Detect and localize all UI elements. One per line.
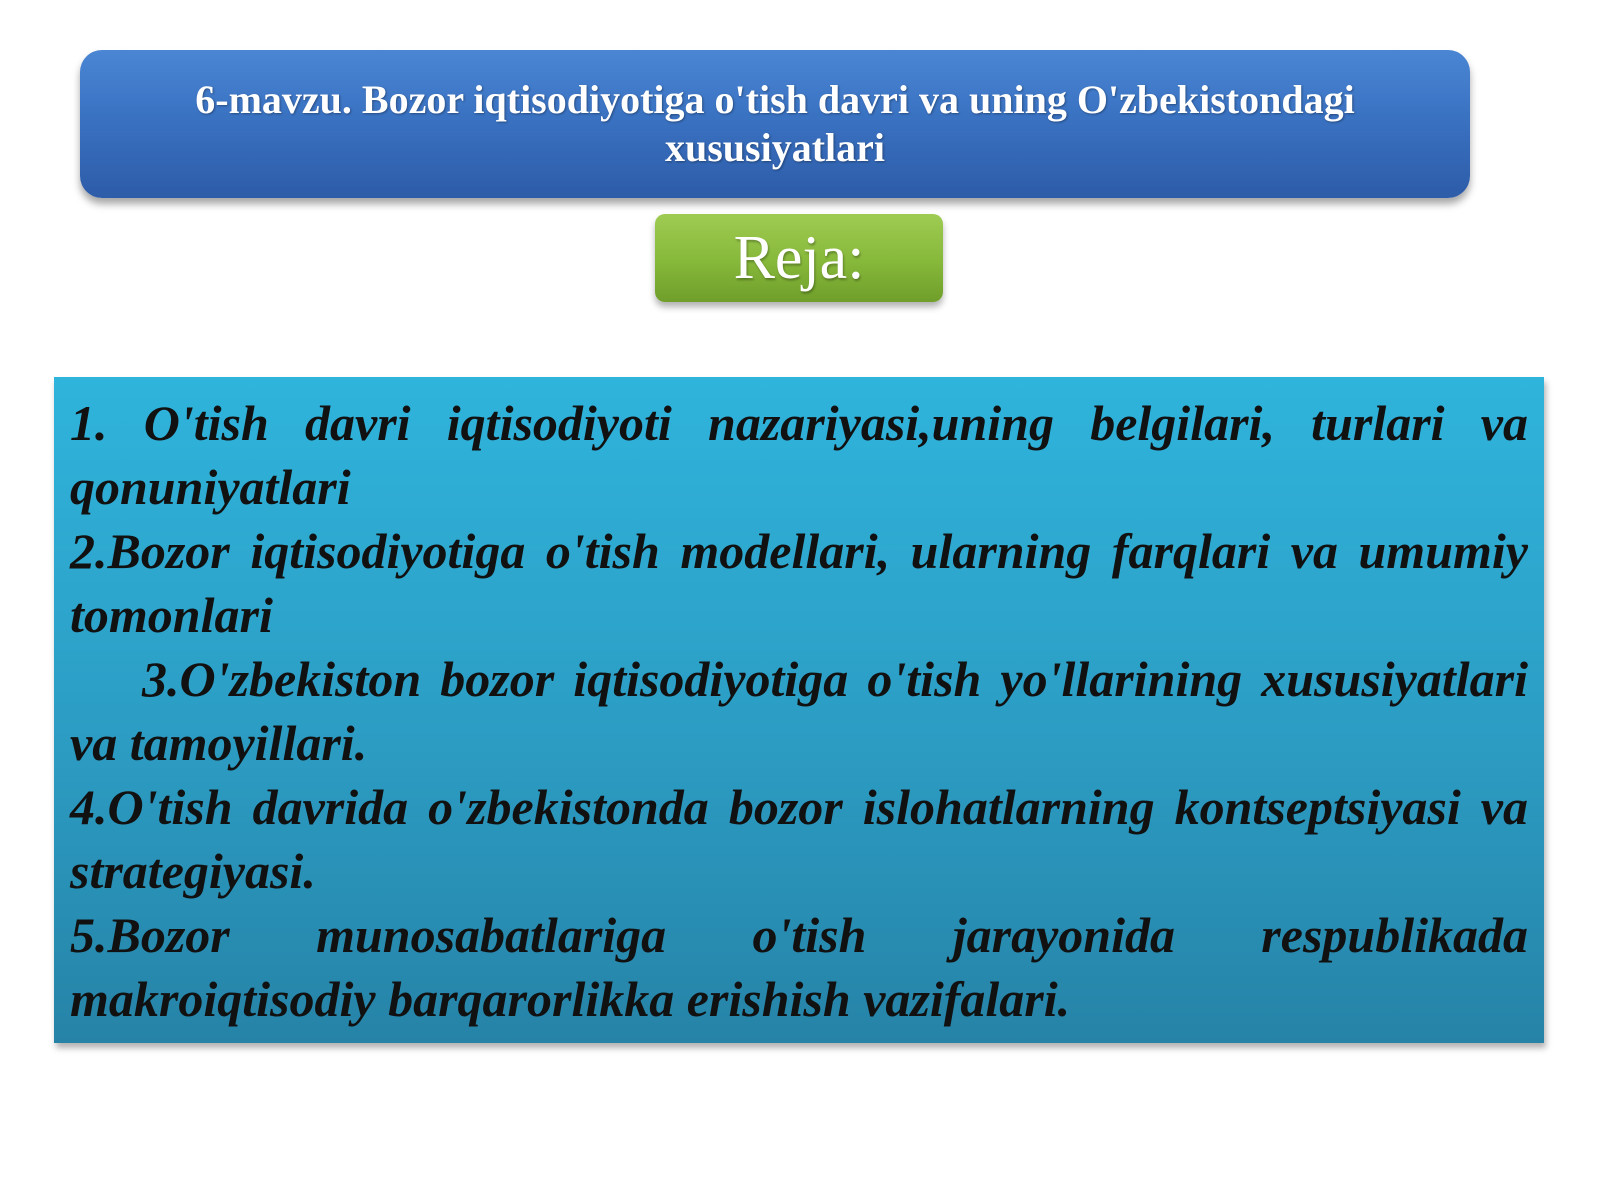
plan-label: Reja: xyxy=(733,223,865,292)
slide-title: 6-mavzu. Bozor iqtisodiyotiga o'tish davri va uning O'zbekistondagi xususiyatlari xyxy=(195,77,1355,170)
plan-item: 4.O'tish davrida o'zbekistonda bozor islohatlarning kontseptsiyasi va strategiyasi. xyxy=(70,779,1528,899)
plan-item: 3.O'zbekiston bozor iqtisodiyotiga o'tish yo'llarining xususiyatlari va tamoyillari. xyxy=(70,651,1528,771)
plan-label-badge xyxy=(655,214,943,302)
plan-item: 2.Bozor iqtisodiyotiga o'tish modellari, ularning farqlari va umumiy tomonlari xyxy=(70,523,1528,643)
title-banner xyxy=(80,50,1470,198)
plan-item: 5.Bozor munosabatlariga o'tish jarayonida respublikada makroiqtisodiy barqarorlikka erishish vazifalari. xyxy=(70,907,1528,1027)
plan-list xyxy=(54,377,1544,1043)
plan-item: 1. O'tish davri iqtisodiyoti nazariyasi,uning belgilari, turlari va qonuniyatlari xyxy=(70,395,1528,515)
